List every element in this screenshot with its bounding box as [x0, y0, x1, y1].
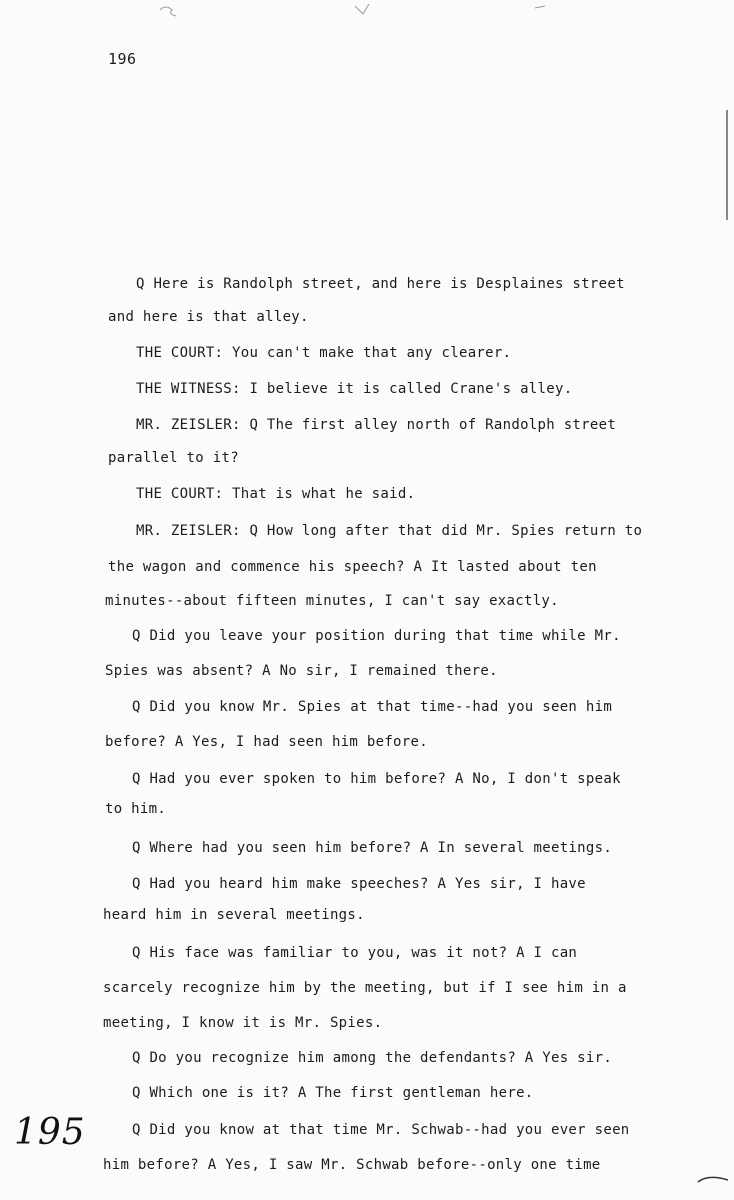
transcript-line: minutes--about fifteen minutes, I can't say exactly.	[105, 593, 559, 609]
transcript-line: Q His face was familiar to you, was it not? A I can	[132, 945, 578, 961]
ink-squiggle-mark	[696, 1170, 732, 1190]
transcript-line: Q Do you recognize him among the defendants? A Yes sir.	[132, 1050, 613, 1066]
transcript-line: him before? A Yes, I saw Mr. Schwab before--only one time	[103, 1157, 601, 1173]
transcript-line: Spies was absent? A No sir, I remained there.	[105, 663, 498, 679]
transcript-line: meeting, I know it is Mr. Spies.	[103, 1015, 383, 1031]
transcript-line: heard him in several meetings.	[103, 907, 365, 923]
transcript-line: Q Here is Randolph street, and here is Desplaines street	[136, 276, 625, 292]
transcript-line: MR. ZEISLER: Q How long after that did Mr. Spies return to	[136, 523, 643, 539]
transcript-line: Q Which one is it? A The first gentleman here.	[132, 1085, 534, 1101]
transcript-line: and here is that alley.	[108, 309, 309, 325]
transcript-line: THE WITNESS: I believe it is called Crane's alley.	[136, 381, 573, 397]
scan-artifacts	[0, 0, 734, 30]
transcript-line: MR. ZEISLER: Q The first alley north of Randolph street	[136, 417, 617, 433]
transcript-line: Q Had you heard him make speeches? A Yes sir, I have	[132, 876, 586, 892]
transcript-line: scarcely recognize him by the meeting, but if I see him in a	[103, 980, 627, 996]
transcript-line: Q Where had you seen him before? A In several meetings.	[132, 840, 613, 856]
transcript-line: Q Had you ever spoken to him before? A No, I don't speak	[132, 771, 621, 787]
transcript-line: the wagon and commence his speech? A It lasted about ten	[108, 559, 597, 575]
transcript-line: Q Did you know at that time Mr. Schwab--had you ever seen	[132, 1122, 630, 1138]
transcript-line: Q Did you know Mr. Spies at that time--had you seen him	[132, 699, 613, 715]
page-number: 196	[108, 50, 137, 68]
transcript-line: parallel to it?	[108, 450, 239, 466]
handwritten-page-note: 195	[14, 1112, 86, 1153]
transcript-line: to him.	[105, 801, 167, 817]
transcript-line: THE COURT: You can't make that any clearer.	[136, 345, 512, 361]
transcript-line: before? A Yes, I had seen him before.	[105, 734, 428, 750]
scan-edge-mark	[726, 110, 728, 220]
transcript-line: THE COURT: That is what he said.	[136, 486, 416, 502]
transcript-line: Q Did you leave your position during that time while Mr.	[132, 628, 621, 644]
